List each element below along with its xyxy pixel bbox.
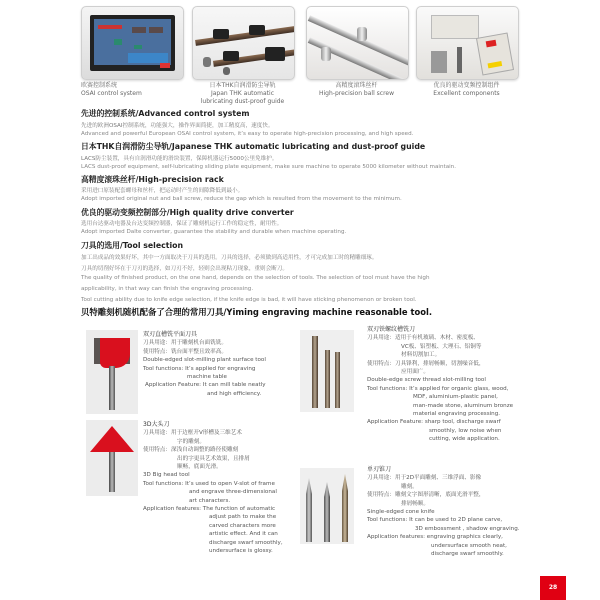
section-text-cn: 刀具的切削好坏在于刀刃的选择，如刀刃不好，轻则会出现粘刀现象，重则会断刀。 [81,266,288,272]
3d-big-head-tool-image [86,420,138,496]
components-photo [416,6,519,80]
section-title-thk-guide: 日本THK自润滑防尘导轨/Japanese THK automatic lubricating and dust-proof guide [81,142,426,151]
page-number-badge: 28 [540,576,566,600]
section-text-cn: 加工出成品的效果好坏，其中一方面取决于刀具的选用。刀具的选择，必须做到高适用性，才可完成加工时的精雕细琢。 [81,255,378,261]
section-title-tool-selection: 刀具的选用/Tool selection [81,241,184,250]
ball-screw-caption: 高精度滚珠丝杆 High-precision ball screw [318,82,394,97]
components-caption: 优良的驱动变频控制组件 Excellent components [433,82,500,97]
screw-thread-tool-image [300,330,354,412]
section-text-en: Adopt imported Dalte converter, guarantee the stability and durable when machine operating. [81,229,347,235]
section-title-control-system: 先进的控制系统/Advanced control system [81,109,250,118]
section-title-drive-converter: 优良的驱动变频控制部分/High quality drive converter [81,208,294,217]
thk-guide-caption: 日本THK自润滑防尘导轨 Japan THK automatic lubricating dust-proof guide [200,82,285,105]
3d-big-head-tool-description: 3D大头刀 刀具用途：用于边框开V形槽及三维艺术 字的雕刻。 使用特点：深浅自动调整的路径使雕刻 出的字更具艺术效果，且排屑 顺畅，底面光滑。 3D Big head tool Tool functions: It’s used to open V-slot of frame and engrave three-dimensional art characters. Application features: The function of automatic adjust path to make the carved characters more artistic effect. And it can discharge swarf smoothly, undersurface is glossy. [143,421,283,555]
section-title-rack: 高精度滚珠丝杆/High-precision rack [81,175,224,184]
section-text-cn: LACS防尘装置，具有自润滑功能的滑块装置，保障机器运行5000公里免维护。 [81,156,278,162]
touch-screen-image [90,15,175,71]
osai-caption: 欧赛控制系统 OSAI control system [81,82,142,97]
osai-control-system-photo [81,6,184,80]
section-text-en: Adopt imported original nut and ball screw, reduce the gap which is resulted from the movement to the minimum. [81,196,402,202]
section-text-en: Tool cutting ability due to knife edge selection, if the knife edge is bad, it will have sticking phenomenon or broken tool. [81,297,417,303]
ball-screw-photo [306,6,409,80]
section-text-en: Advanced and powerful European OSAI control system, it’s easy to operate high-precision processing, and high speed. [81,131,414,137]
double-edged-tool-description: 双刃直槽铣平面刀具 刀具用途：用于雕刻机台面铣铣。 使用特点：铣台面平整且效率高。 Double-edged slot-milling plant surface tool Tool functions: It’s applied for engraving machine table Application Feature: It can mill table neatly and high efficiency. [143,331,266,397]
section-text-cn: 采用进口原装配套螺母和丝杆，把运动时产生的间隙降低到最小。 [81,188,244,194]
screw-thread-tool-description: 双刃铁螺纹槽铣刀 刀具用途：适用于有机玻璃、木材、密度板、 VC板、铝塑板、大理石、铝铜等 材料切割加工。 使用特点：刀具锋利，排屑畅顺，切割噪音低， 应用面广。 Double-edge screw thread slot-milling tool Tool functions: It’s applied for organic glass, wood, MDF, aluminium-plastic panel, man-made stone, aluminum bronze material engraving processing. Application Feature: sharp tool, discharge swarf smoothly, low noise when cutting, wide application. [367,326,514,443]
section-text-cn: 选用台达驱动电器及台达变频控制器，保证了雕刻机运行工作的稳定性，耐用性。 [81,221,283,227]
double-edged-tool-image [86,330,138,414]
cone-knife-tool-description: 单刃锥刀 刀具用途：用于2D平面雕刻、三维浮面、影像 雕刻。 使用特点：雕刻文字图形清晰，底面光滑平整， 排屑畅顺。 Single-edged cone knife Tool functions: It can be used to 2D plane carve, 3D embossment , shadow engraving. Application features: engraving graphics clearly, undersurface smooth neat, discharge swarf smoothly. [367,466,520,558]
section-text-en: The quality of finished product, on the one hand, depends on the selection of tools. The selection of tool must have the high [81,275,430,281]
section-text-cn: 先进的欧洲OSAI控制系统，功能强大，操作界面简捷，加工精度高，速度快。 [81,123,274,129]
section-text-en: LACS dust-proof equipment, self-lubricating sliding plate equipment, make sure machine to operate 5000 kilometer without maintain. [81,164,456,170]
thk-guide-photo [192,6,295,80]
section-text-en: applicability, in that way can finish the engraving processing. [81,286,254,292]
cone-knife-tool-image [300,468,354,544]
tools-heading: 贝特雕刻机随机配备了合理的常用刀具/Yiming engraving machine reasonable tool. [81,307,433,317]
